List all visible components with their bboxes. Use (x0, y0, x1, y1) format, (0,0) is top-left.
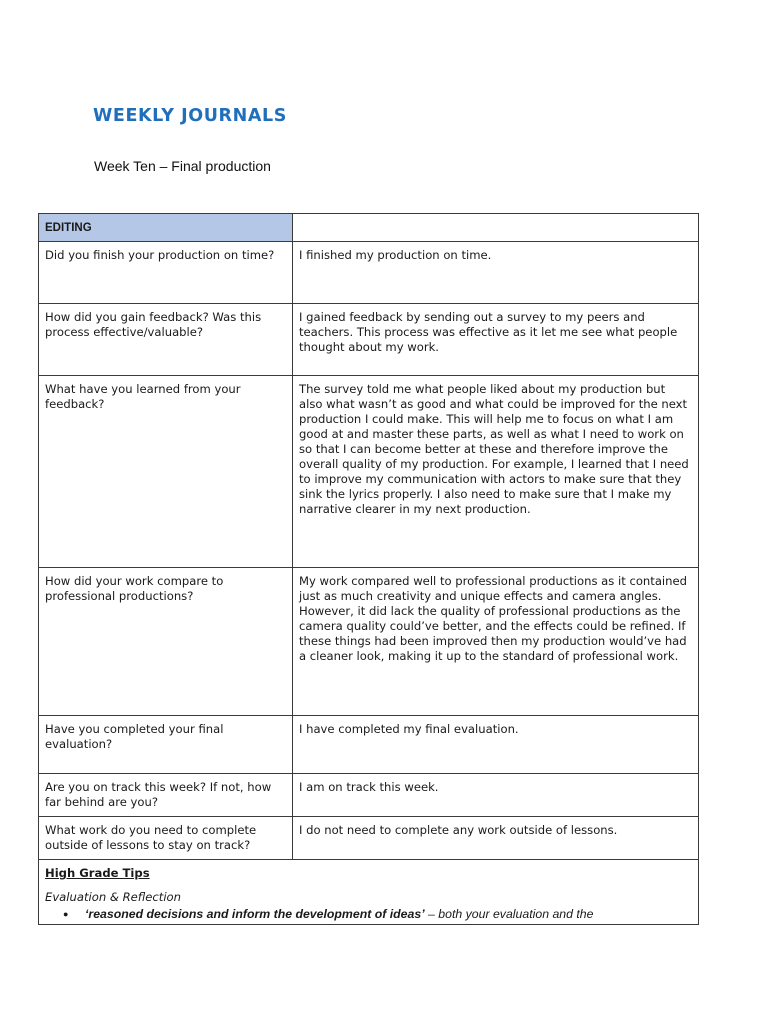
answer-cell: My work compared well to professional productions as it contained just as much creativity and unique effects and camera angles. However, it did lack the quality of professional productions as the camera quality could’ve better, and the effects could be refined. If these things had been improved then my production would’ve had a cleaner look, making it up to the standard of professional work. (293, 568, 699, 716)
page-subtitle: Week Ten – Final production (94, 158, 271, 174)
answer-cell: I do not need to complete any work outside of lessons. (293, 817, 699, 860)
question-cell: What work do you need to complete outside of lessons to stay on track? (39, 817, 293, 860)
table-row (39, 376, 699, 568)
answer-cell: I finished my production on time. (293, 242, 699, 304)
question-cell: What have you learned from your feedback? (39, 376, 293, 568)
question-cell: Have you completed your final evaluation? (39, 716, 293, 774)
table-row (39, 774, 699, 817)
tips-heading: High Grade Tips (45, 866, 150, 880)
page-title: WEEKLY JOURNALS (93, 106, 287, 126)
question-cell: How did your work compare to professional productions? (39, 568, 293, 716)
tips-bullet-quote: ‘reasoned decisions and inform the development of ideas’ (85, 907, 425, 921)
answer-cell: I gained feedback by sending out a survey to my peers and teachers. This process was effective as it let me see what people thought about my work. (293, 304, 699, 376)
table-row (39, 817, 699, 860)
question-cell: Are you on track this week? If not, how far behind are you? (39, 774, 293, 817)
question-cell: Did you finish your production on time? (39, 242, 293, 304)
section-header-editing: EDITING (39, 214, 293, 242)
answer-cell: I am on track this week. (293, 774, 699, 817)
table-header-row (39, 214, 699, 242)
table-row (39, 242, 699, 304)
section-header-blank (293, 214, 699, 242)
answer-cell: I have completed my final evaluation. (293, 716, 699, 774)
tips-subheading: Evaluation & Reflection (45, 890, 181, 904)
tips-row (39, 860, 699, 925)
table-row (39, 716, 699, 774)
answer-cell: The survey told me what people liked about my production but also what wasn’t as good and what could be improved for the next production I could make. This will help me to focus on what I am good at and master these parts, as well as what I need to work on so that I can become better at these and therefore improve the overall quality of my production. For example, I learned that I need to improve my communication with actors to make sure that they sink the lyrics properly. I also need to make sure that I make my narrative clearer in my next production. (293, 376, 699, 568)
table-row (39, 304, 699, 376)
high-grade-tips-cell (39, 860, 699, 925)
bullet-icon: ● (63, 909, 69, 919)
table-row (39, 568, 699, 716)
tips-bullet-text: – both your evaluation and the (424, 907, 594, 921)
journal-table (38, 213, 699, 925)
tips-bullet-item (45, 907, 692, 924)
question-cell: How did you gain feedback? Was this process effective/valuable? (39, 304, 293, 376)
